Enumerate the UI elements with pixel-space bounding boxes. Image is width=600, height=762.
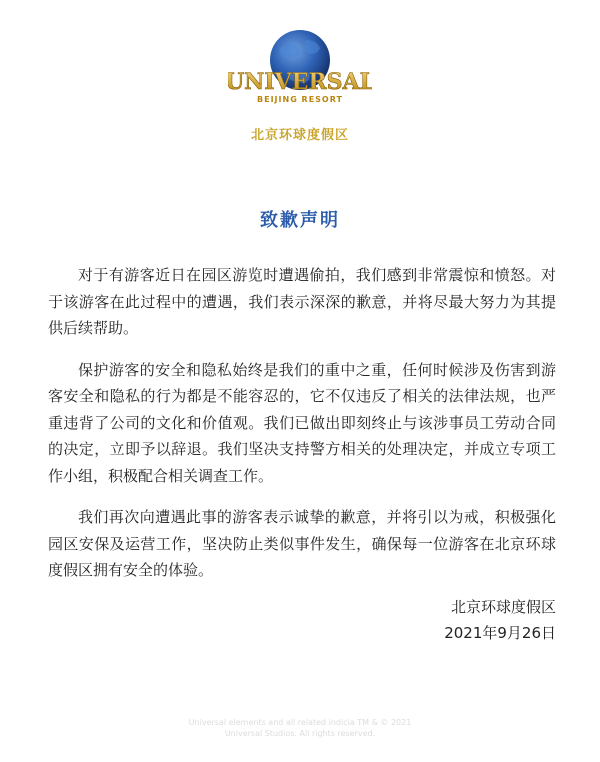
logo-wordmark: UNIVERSAL xyxy=(228,69,372,95)
statement-body xyxy=(48,262,556,599)
signature-block xyxy=(444,594,556,646)
signature-date: 2021年9月26日 xyxy=(444,624,556,642)
globe-logo-icon xyxy=(228,26,372,116)
universal-beijing-resort-logo xyxy=(228,26,372,116)
paragraph-1: 对于有游客近日在园区游览时遭遇偷拍，我们感到非常震惊和愤怒。对于该游客在此过程中的遭遇，我们表示深深的歉意，并将尽最大努力为其提供后续帮助。 xyxy=(48,266,556,337)
logo-chinese-name: 北京环球度假区 xyxy=(250,128,349,143)
signature-org: 北京环球度假区 xyxy=(450,598,556,616)
logo-subtext: BEIJING RESORT xyxy=(257,95,343,104)
watermark-line-1: Universal elements and all related indicia TM & © 2021 xyxy=(188,718,412,727)
watermark-line-2: Universal Studios. All rights reserved. xyxy=(224,729,376,738)
paragraph-2: 保护游客的安全和隐私始终是我们的重中之重，任何时候涉及伤害到游客安全和隐私的行为都是不能容忍的，它不仅违反了相关的法律法规，也严重违背了公司的文化和价值观。我们已做出即刻终止与该涉事员工劳动合同的决定，立即予以辞退。我们坚决支持警方相关的处理决定，并成立专项工作小组，积极配合相关调查工作。 xyxy=(48,360,556,485)
copyright-watermark xyxy=(0,717,600,739)
paragraph-3: 我们再次向遭遇此事的游客表示诚挚的歉意，并将引以为戒，积极强化园区安保及运营工作，坚决防止类似事件发生，确保每一位游客在北京环球度假区拥有安全的体验。 xyxy=(48,508,556,579)
page-title: 致歉声明 xyxy=(260,210,340,231)
